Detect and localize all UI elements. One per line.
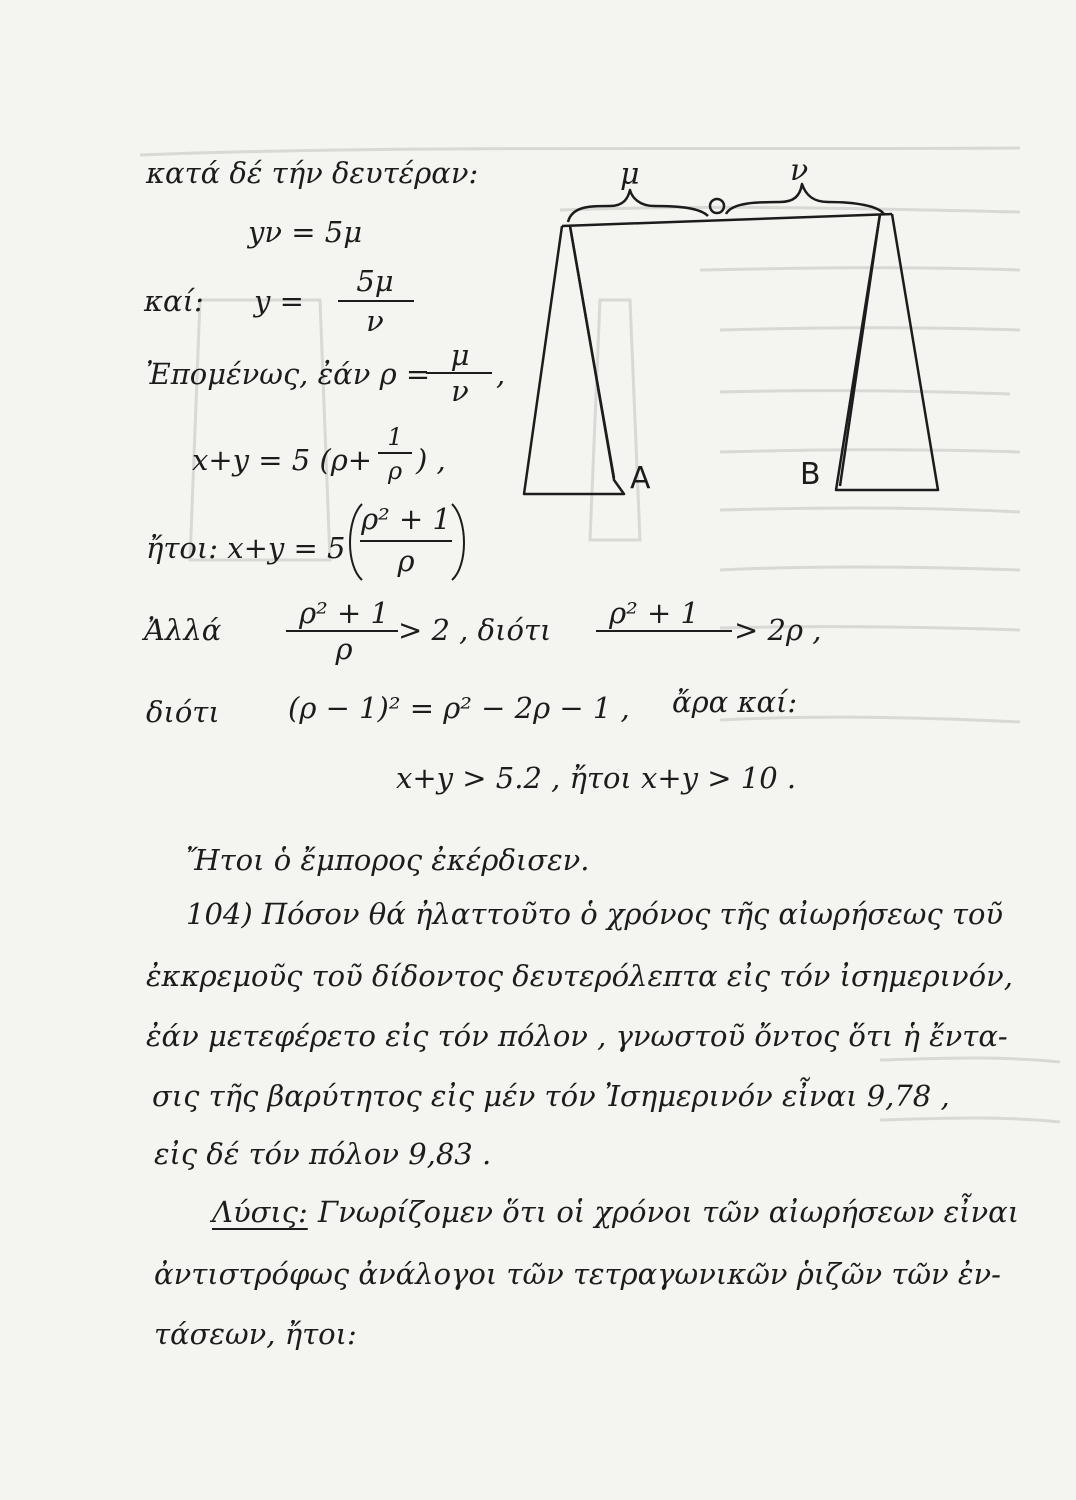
problem-104-line-3: ἐάν μετεφέρετο εἰς τόν πόλον , γνωστοῦ ὄντος ὅτι ἡ ἔντα- bbox=[146, 1019, 1008, 1053]
solution-line-1: Γνωρίζομεν ὅτι οἱ χρόνοι τῶν αἰωρήσεων εἶναι bbox=[318, 1195, 1020, 1229]
solution-line-2: ἀντιστρόφως ἀνάλογοι τῶν τετραγωνικῶν ῥιζῶν τῶν ἐν- bbox=[154, 1257, 1001, 1291]
text-dioti: διότι bbox=[146, 695, 220, 729]
fraction-nu-denominator: ν bbox=[366, 304, 384, 338]
fraction-mu-numerator: μ bbox=[450, 338, 470, 372]
equation-xy-fraction-prefix: ἤτοι: x+y = 5 bbox=[146, 531, 346, 565]
solution-label: Λύσις: bbox=[212, 1195, 308, 1229]
comma: , bbox=[496, 357, 506, 391]
label-nu: ν bbox=[790, 153, 809, 188]
text-alla: Ἀλλά bbox=[144, 613, 222, 647]
text-conclusion: Ἤτοι ὁ ἔμπορος ἐκέρδισεν. bbox=[186, 843, 590, 877]
balance-beam bbox=[562, 214, 892, 226]
inequality-gt-2-dioti: > 2 , διότι bbox=[398, 613, 552, 647]
fraction-1-numerator: 1 bbox=[387, 423, 403, 451]
fraction-rho2-plus-1-numerator: ρ² + 1 bbox=[361, 502, 451, 536]
equation-yv-5mu: yν = 5μ bbox=[248, 215, 363, 249]
label-a: A bbox=[630, 461, 651, 496]
fraction-5mu-numerator: 5μ bbox=[356, 264, 394, 298]
right-pan-outline bbox=[836, 214, 938, 490]
problem-104-line-5: εἰς δέ τόν πόλον 9,83 . bbox=[154, 1137, 492, 1171]
inequality-xy-gt-10: x+y > 5.2 , ἤτοι x+y > 10 . bbox=[396, 761, 797, 795]
equation-y-var: y = bbox=[254, 284, 304, 318]
fraction-rho2-plus-1-numerator: ρ² + 1 bbox=[609, 596, 699, 630]
fraction-rho-denominator: ρ bbox=[387, 457, 403, 485]
solution-line-3: τάσεων, ἤτοι: bbox=[154, 1317, 357, 1351]
inequality-gt-2rho: > 2ρ , bbox=[734, 613, 822, 647]
brace-mu bbox=[568, 190, 708, 222]
fraction-rho-denominator: ρ bbox=[397, 544, 415, 578]
text-line-4: Ἐπομένως, ἐάν ρ = bbox=[146, 357, 431, 391]
label-b: B bbox=[800, 457, 821, 492]
fraction-nu-denominator: ν bbox=[451, 374, 469, 408]
label-mu: μ bbox=[620, 157, 640, 192]
text-line-3-prefix: καί: bbox=[144, 284, 204, 318]
brace-nu bbox=[726, 184, 884, 214]
fraction-rho-denominator: ρ bbox=[335, 632, 353, 666]
text-ara-kai: ἄρα καί: bbox=[672, 685, 798, 719]
text-line-1: κατά δέ τήν δευτέραν: bbox=[146, 156, 479, 190]
fraction-rho2-plus-1-numerator: ρ² + 1 bbox=[299, 596, 389, 630]
equation-xy-sum-left: x+y = 5 (ρ+ bbox=[192, 443, 373, 477]
equation-xy-sum-right: ) , bbox=[416, 443, 446, 477]
equation-rho-minus-1-squared: (ρ − 1)² = ρ² − 2ρ − 1 , bbox=[288, 691, 630, 725]
problem-104-line-2: ἐκκρεμοῦς τοῦ δίδοντος δευτερόλεπτα εἰς τόν ἰσημερινόν, bbox=[146, 959, 1013, 993]
problem-104-line-4: σις τῆς βαρύτητος εἰς μέν τόν Ἰσημερινόν εἶναι 9,78 , bbox=[152, 1079, 950, 1113]
problem-104-line-1: 104) Πόσον θά ἠλαττοῦτο ὁ χρόνος τῆς αἰωρήσεως τοῦ bbox=[186, 897, 1004, 931]
